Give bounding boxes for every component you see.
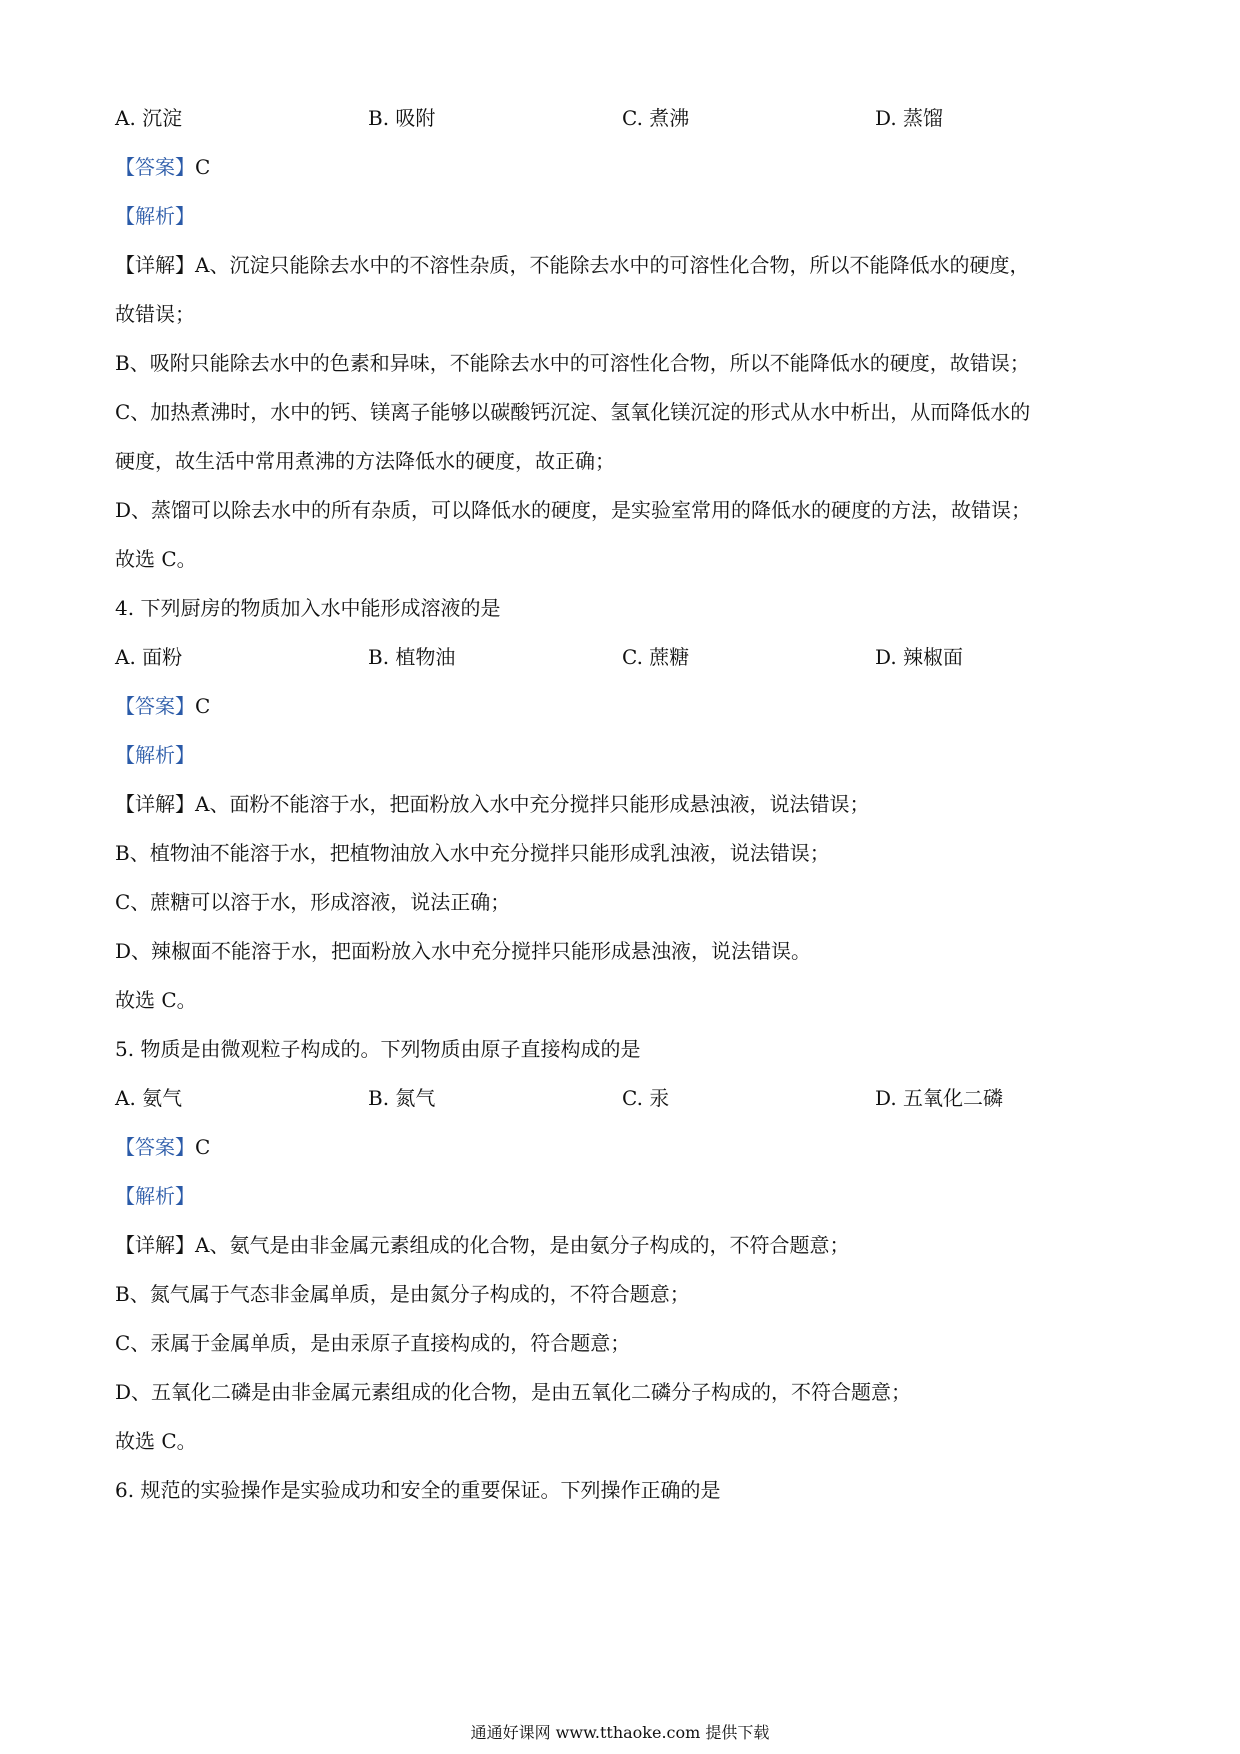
q3-answer — [115, 153, 1125, 181]
q4-option-b: B. 植物油 — [368, 645, 456, 669]
detail-text: A、氨气是由非金属元素组成的化合物，是由氨分子构成的，不符合题意； — [195, 1233, 850, 1257]
q4-analysis-tag: 【解析】 — [115, 743, 195, 767]
q5-detail-line — [115, 1231, 1125, 1259]
q3-detail-line — [115, 251, 1125, 279]
q5-option-c: C. 汞 — [622, 1086, 670, 1110]
q3-option-a: A. 沉淀 — [115, 106, 183, 130]
q3-option-c: C. 煮沸 — [622, 106, 690, 130]
q3-option-b: B. 吸附 — [368, 106, 436, 130]
q5-conclusion: 故选 C。 — [115, 1429, 197, 1453]
detail-text: A、沉淀只能除去水中的不溶性杂质，不能除去水中的可溶性化合物，所以不能降低水的硬度， — [195, 253, 1030, 277]
q3-detail-line: C、加热煮沸时，水中的钙、镁离子能够以碳酸钙沉淀、氢氧化镁沉淀的形式从水中析出，从而降低水的 — [115, 400, 1031, 424]
q4-option-a: A. 面粉 — [115, 645, 183, 669]
q5-option-b: B. 氮气 — [368, 1086, 436, 1110]
q4-detail-line: C、蔗糖可以溶于水，形成溶液，说法正确； — [115, 890, 511, 914]
q4-detail-line — [115, 790, 1125, 818]
q4-answer — [115, 692, 1125, 720]
q5-analysis-tag: 【解析】 — [115, 1184, 195, 1208]
q5-answer — [115, 1133, 1125, 1161]
q3-detail-line: 故错误； — [115, 302, 195, 326]
detail-tag: 【详解】 — [115, 253, 195, 277]
q4-detail-line: D、辣椒面不能溶于水，把面粉放入水中充分搅拌只能形成悬浊液，说法错误。 — [115, 939, 812, 963]
q5-question: 5. 物质是由微观粒子构成的。下列物质由原子直接构成的是 — [115, 1037, 641, 1061]
q3-option-d: D. 蒸馏 — [875, 106, 944, 130]
q5-detail-line: C、汞属于金属单质，是由汞原子直接构成的，符合题意； — [115, 1331, 631, 1355]
answer-tag: 【答案】 — [115, 155, 195, 179]
q4-option-c: C. 蔗糖 — [622, 645, 690, 669]
page-footer: 通通好课网 www.tthaoke.com 提供下载 — [470, 1723, 770, 1742]
q5-detail-line: D、五氧化二磷是由非金属元素组成的化合物，是由五氧化二磷分子构成的，不符合题意； — [115, 1380, 912, 1404]
q5-option-a: A. 氨气 — [115, 1086, 183, 1110]
q4-question: 4. 下列厨房的物质加入水中能形成溶液的是 — [115, 596, 501, 620]
q6-question: 6. 规范的实验操作是实验成功和安全的重要保证。下列操作正确的是 — [115, 1478, 721, 1502]
q4-detail-line: B、植物油不能溶于水，把植物油放入水中充分搅拌只能形成乳浊液，说法错误； — [115, 841, 830, 865]
answer-value: C — [195, 694, 211, 718]
q3-analysis-tag: 【解析】 — [115, 204, 195, 228]
detail-tag: 【详解】 — [115, 1233, 195, 1257]
q5-detail-line: B、氮气属于气态非金属单质，是由氮分子构成的，不符合题意； — [115, 1282, 690, 1306]
answer-value: C — [195, 1135, 211, 1159]
detail-text: A、面粉不能溶于水，把面粉放入水中充分搅拌只能形成悬浊液，说法错误； — [195, 792, 870, 816]
q3-detail-line: 硬度，故生活中常用煮沸的方法降低水的硬度，故正确； — [115, 449, 615, 473]
answer-tag: 【答案】 — [115, 1135, 195, 1159]
detail-tag: 【详解】 — [115, 792, 195, 816]
q3-conclusion: 故选 C。 — [115, 547, 197, 571]
answer-value: C — [195, 155, 211, 179]
q3-detail-line: B、吸附只能除去水中的色素和异味，不能除去水中的可溶性化合物，所以不能降低水的硬度，故错误； — [115, 351, 1030, 375]
answer-tag: 【答案】 — [115, 694, 195, 718]
q4-conclusion: 故选 C。 — [115, 988, 197, 1012]
q5-option-d: D. 五氧化二磷 — [875, 1086, 1004, 1110]
q4-option-d: D. 辣椒面 — [875, 645, 964, 669]
q3-detail-line: D、蒸馏可以除去水中的所有杂质，可以降低水的硬度，是实验室常用的降低水的硬度的方法，故错误； — [115, 498, 1032, 522]
